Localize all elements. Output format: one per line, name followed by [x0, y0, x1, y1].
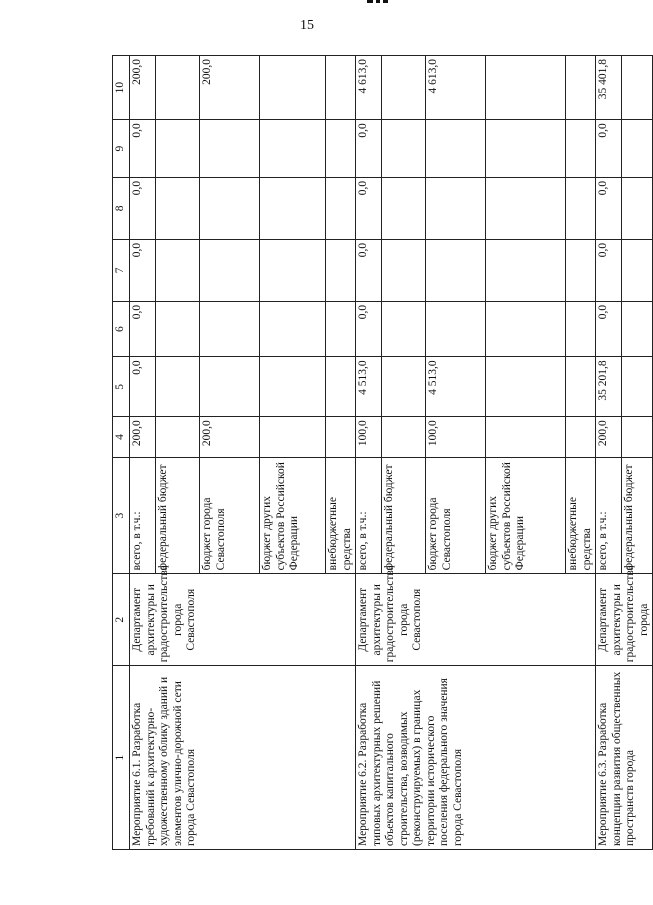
funding-amount: 0,0	[130, 120, 156, 178]
funding-amount	[486, 177, 566, 239]
funding-amount: 0,0	[130, 239, 156, 301]
column-number: 7	[113, 239, 130, 301]
funding-amount	[426, 177, 486, 239]
funding-amount: 100,0	[356, 417, 382, 458]
funding-amount	[622, 357, 653, 417]
column-number-row	[113, 56, 130, 850]
funding-amount	[200, 357, 260, 417]
page-number: 15	[300, 18, 314, 33]
funding-source: бюджет других субъектов Российской Федерации	[486, 457, 566, 573]
funding-amount	[260, 120, 326, 178]
funding-amount	[566, 239, 596, 301]
funding-amount	[486, 239, 566, 301]
funding-source: всего, в т.ч.:	[596, 457, 622, 573]
funding-amount	[326, 301, 356, 357]
funding-amount	[426, 301, 486, 357]
funding-amount: 0,0	[596, 301, 622, 357]
funding-amount	[382, 177, 426, 239]
funding-amount	[382, 239, 426, 301]
funding-amount	[382, 417, 426, 458]
funding-amount: 0,0	[356, 301, 382, 357]
funding-amount	[426, 239, 486, 301]
rotated-table-sheet	[112, 55, 650, 850]
funding-amount: 4 613,0	[356, 56, 382, 120]
table-row	[596, 56, 622, 850]
measure-title: Мероприятие 6.3. Разработка концепции развития общественных пространств города	[596, 666, 653, 850]
funding-amount	[260, 301, 326, 357]
funding-amount: 0,0	[130, 301, 156, 357]
funding-amount	[260, 177, 326, 239]
funding-amount	[156, 357, 200, 417]
column-number: 3	[113, 457, 130, 573]
funding-amount	[382, 357, 426, 417]
funding-amount: 200,0	[200, 56, 260, 120]
funding-amount	[326, 357, 356, 417]
funding-amount	[156, 120, 200, 178]
table-row	[130, 56, 156, 850]
funding-amount	[566, 357, 596, 417]
funding-amount	[156, 239, 200, 301]
funding-amount	[200, 177, 260, 239]
funding-amount	[326, 177, 356, 239]
funding-amount	[326, 239, 356, 301]
funding-amount: 0,0	[356, 120, 382, 178]
funding-amount	[486, 56, 566, 120]
responsible-department: Департамент архитектуры и градостроительства города Севастополя	[130, 574, 356, 666]
funding-amount	[260, 239, 326, 301]
table-row	[356, 56, 382, 850]
funding-amount: 0,0	[596, 177, 622, 239]
funding-amount: 0,0	[356, 177, 382, 239]
funding-amount	[326, 56, 356, 120]
column-number: 2	[113, 574, 130, 666]
funding-amount: 100,0	[426, 417, 486, 458]
funding-amount: 4 513,0	[426, 357, 486, 417]
funding-source: внебюджетные средства	[566, 457, 596, 573]
funding-amount	[200, 301, 260, 357]
funding-amount	[566, 120, 596, 178]
funding-source: всего, в т.ч.:	[130, 457, 156, 573]
funding-amount: 4 513,0	[356, 357, 382, 417]
funding-amount	[486, 417, 566, 458]
funding-amount	[622, 301, 653, 357]
funding-amount	[156, 177, 200, 239]
funding-amount	[622, 177, 653, 239]
funding-amount: 0,0	[130, 177, 156, 239]
funding-amount: 200,0	[200, 417, 260, 458]
column-number: 5	[113, 357, 130, 417]
funding-amount: 0,0	[356, 239, 382, 301]
funding-amount	[156, 417, 200, 458]
funding-amount	[566, 177, 596, 239]
column-number: 4	[113, 417, 130, 458]
funding-amount	[260, 417, 326, 458]
funding-amount	[326, 417, 356, 458]
funding-amount	[566, 417, 596, 458]
funding-amount	[486, 357, 566, 417]
column-number: 8	[113, 177, 130, 239]
funding-amount: 200,0	[596, 417, 622, 458]
measure-title: Мероприятие 6.1. Разработка требований к архитектурно-художественному облику зданий и элементов улично-дорожной сети города Севастополя	[130, 666, 356, 850]
responsible-department: Департамент архитектуры и градостроительства города Севастополя	[356, 574, 596, 666]
funding-amount	[486, 301, 566, 357]
funding-source: всего, в т.ч.:	[356, 457, 382, 573]
funding-source: бюджет города Севастополя	[200, 457, 260, 573]
funding-amount	[200, 239, 260, 301]
funding-amount: 35 201,8	[596, 357, 622, 417]
funding-amount	[426, 120, 486, 178]
funding-amount	[382, 56, 426, 120]
funding-amount: 200,0	[130, 417, 156, 458]
column-number: 10	[113, 56, 130, 120]
funding-amount	[622, 120, 653, 178]
measure-title: Мероприятие 6.2. Разработка типовых архитектурных решений объектов капитального строительства, возводимых (реконструируемых) в границах территории исторического поселения федерального значения города Севастополя	[356, 666, 596, 850]
funding-amount	[622, 417, 653, 458]
responsible-department: Департамент архитектуры и градостроительства города	[596, 574, 653, 666]
funding-amount: 0,0	[130, 357, 156, 417]
funding-source: внебюджетные средства	[326, 457, 356, 573]
funding-table	[112, 55, 653, 850]
funding-source: бюджет города Севастополя	[426, 457, 486, 573]
funding-amount: 4 613,0	[426, 56, 486, 120]
funding-amount: 35 401,8	[596, 56, 622, 120]
funding-amount	[260, 56, 326, 120]
column-number: 6	[113, 301, 130, 357]
funding-amount	[200, 120, 260, 178]
funding-amount	[156, 301, 200, 357]
funding-amount	[326, 120, 356, 178]
column-number: 9	[113, 120, 130, 178]
column-number: 1	[113, 666, 130, 850]
funding-amount	[156, 56, 200, 120]
funding-amount: 0,0	[596, 120, 622, 178]
funding-amount	[566, 301, 596, 357]
funding-amount	[622, 56, 653, 120]
funding-source: федеральный бюджет	[622, 457, 653, 573]
funding-source: федеральный бюджет	[382, 457, 426, 573]
top-edge-mark	[367, 0, 389, 4]
funding-amount	[486, 120, 566, 178]
funding-amount	[382, 120, 426, 178]
funding-amount	[260, 357, 326, 417]
funding-source: бюджет других субъектов Российской Федерации	[260, 457, 326, 573]
funding-amount	[622, 239, 653, 301]
funding-amount: 0,0	[596, 239, 622, 301]
funding-amount	[382, 301, 426, 357]
funding-source: федеральный бюджет	[156, 457, 200, 573]
funding-amount	[566, 56, 596, 120]
funding-amount: 200,0	[130, 56, 156, 120]
